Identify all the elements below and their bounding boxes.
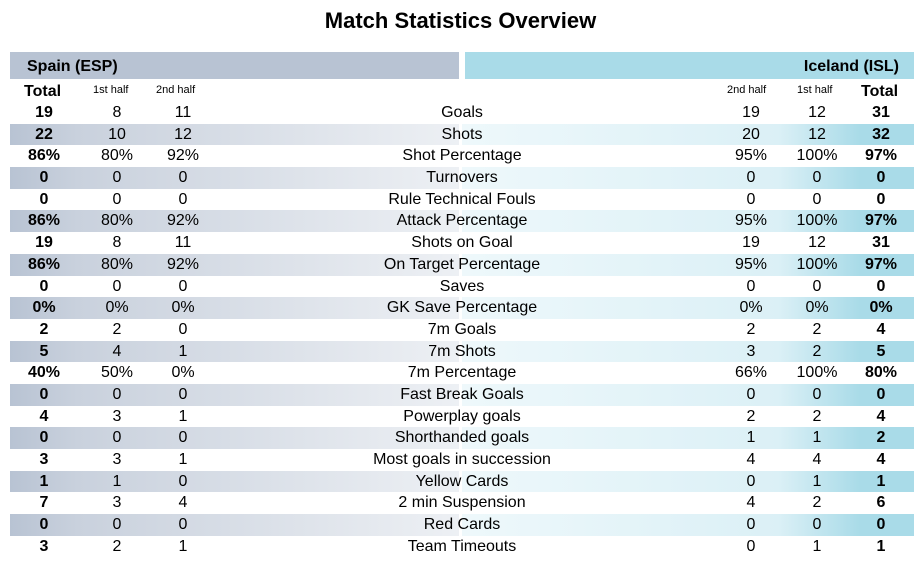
left-total-value: 1 — [39, 472, 49, 490]
table-row — [0, 406, 921, 428]
left-first-half-value: 0 — [112, 169, 122, 187]
header-total-left: Total — [24, 83, 62, 100]
stat-name: Team Timeouts — [407, 537, 517, 555]
stat-name: 7m Goals — [427, 320, 497, 338]
table-row — [0, 124, 921, 146]
left-first-half-value: 50% — [100, 364, 134, 382]
stat-name: Yellow Cards — [415, 472, 509, 490]
left-total-value: 22 — [35, 125, 53, 143]
right-total-value: 97% — [864, 255, 898, 273]
table-row — [0, 471, 921, 493]
left-total-value: 0 — [39, 385, 49, 403]
right-first-half-value: 2 — [812, 407, 822, 425]
left-first-half-value: 0% — [105, 299, 129, 317]
stat-name: GK Save Percentage — [386, 299, 538, 317]
right-first-half-value: 100% — [796, 212, 838, 230]
left-second-half-value: 92% — [166, 212, 200, 230]
table-row — [0, 102, 921, 124]
right-first-half-value: 100% — [796, 147, 838, 165]
header-first-half-right: 1st half — [797, 84, 833, 96]
left-first-half-value: 80% — [100, 255, 134, 273]
left-second-half-value: 0 — [178, 320, 188, 338]
right-total-value: 5 — [876, 342, 886, 360]
left-first-half-value: 3 — [112, 407, 122, 425]
table-row — [0, 492, 921, 514]
right-first-half-value: 2 — [812, 320, 822, 338]
right-total-value: 2 — [876, 429, 886, 447]
stat-name: Turnovers — [426, 169, 498, 187]
right-second-half-value: 2 — [746, 407, 756, 425]
table-row — [0, 362, 921, 384]
left-first-half-value: 4 — [112, 342, 122, 360]
left-first-half-value: 3 — [112, 451, 122, 468]
left-second-half-value: 0 — [178, 385, 188, 403]
stat-name: Rule Technical Fouls — [388, 190, 536, 208]
right-second-half-value: 0 — [746, 277, 756, 295]
left-second-half-value: 92% — [166, 147, 200, 165]
stat-name: Red Cards — [423, 516, 501, 534]
left-second-half-value: 0% — [171, 364, 195, 382]
right-first-half-value: 0 — [812, 385, 822, 403]
left-first-half-value: 2 — [112, 320, 122, 338]
right-second-half-value: 0 — [746, 516, 756, 534]
right-second-half-value: 95% — [734, 255, 768, 273]
left-total-value: 40% — [27, 364, 61, 382]
right-second-half-value: 95% — [734, 147, 768, 165]
right-second-half-value: 0 — [746, 169, 756, 187]
right-total-value: 0 — [876, 516, 886, 534]
right-second-half-value: 2 — [746, 320, 756, 338]
right-second-half-value: 3 — [746, 342, 756, 360]
table-row — [0, 449, 921, 471]
team-bar-left — [10, 52, 459, 79]
left-first-half-value: 0 — [112, 277, 122, 295]
left-total-value: 0 — [39, 169, 49, 187]
right-first-half-value: 12 — [808, 104, 826, 121]
table-row — [0, 254, 921, 276]
right-second-half-value: 0 — [746, 385, 756, 403]
left-first-half-value: 8 — [112, 234, 122, 252]
stats-table — [0, 102, 921, 557]
stat-name: Most goals in succession — [373, 451, 551, 468]
right-total-value: 0 — [876, 385, 886, 403]
left-total-value: 7 — [39, 494, 49, 512]
right-second-half-value: 0% — [739, 299, 763, 317]
stat-name: 7m Percentage — [407, 364, 517, 382]
stat-name: Attack Percentage — [396, 212, 528, 230]
right-second-half-value: 95% — [734, 212, 768, 230]
right-second-half-value: 19 — [742, 104, 760, 121]
left-second-half-value: 92% — [166, 255, 200, 273]
stat-name: Goals — [441, 104, 483, 121]
left-first-half-value: 1 — [112, 472, 122, 490]
left-second-half-value: 0% — [171, 299, 195, 317]
table-row — [0, 189, 921, 211]
table-row — [0, 384, 921, 406]
right-total-value: 0 — [876, 190, 886, 208]
right-first-half-value: 1 — [812, 429, 822, 447]
left-first-half-value: 0 — [112, 429, 122, 447]
left-total-value: 86% — [27, 255, 61, 273]
left-total-value: 2 — [39, 320, 49, 338]
left-total-value: 86% — [27, 147, 61, 165]
left-first-half-value: 0 — [112, 516, 122, 534]
left-second-half-value: 0 — [178, 277, 188, 295]
table-row — [0, 145, 921, 167]
left-first-half-value: 3 — [112, 494, 122, 512]
right-first-half-value: 100% — [796, 255, 838, 273]
left-first-half-value: 80% — [100, 147, 134, 165]
left-second-half-value: 0 — [178, 472, 188, 490]
right-second-half-value: 1 — [746, 429, 756, 447]
right-total-value: 6 — [876, 494, 886, 512]
left-total-value: 19 — [35, 104, 53, 121]
team-name-left: Spain (ESP) — [27, 58, 118, 75]
right-second-half-value: 0 — [746, 472, 756, 490]
table-row — [0, 232, 921, 254]
left-second-half-value: 1 — [178, 342, 188, 360]
left-second-half-value: 0 — [178, 516, 188, 534]
left-total-value: 3 — [39, 451, 49, 468]
right-first-half-value: 0 — [812, 169, 822, 187]
stat-name: 7m Shots — [428, 342, 496, 360]
left-second-half-value: 12 — [174, 125, 192, 143]
left-first-half-value: 8 — [112, 104, 122, 121]
right-total-value: 0% — [869, 299, 893, 317]
right-first-half-value: 100% — [796, 364, 838, 382]
left-total-value: 5 — [39, 342, 49, 360]
left-first-half-value: 0 — [112, 190, 122, 208]
table-row — [0, 276, 921, 298]
right-total-value: 1 — [876, 537, 886, 555]
left-second-half-value: 0 — [178, 190, 188, 208]
table-row — [0, 210, 921, 232]
table-row — [0, 319, 921, 341]
right-total-value: 31 — [872, 234, 890, 252]
left-first-half-value: 10 — [108, 125, 126, 143]
stat-name: Shots on Goal — [411, 234, 513, 252]
stat-name: Powerplay goals — [403, 407, 521, 425]
left-total-value: 86% — [27, 212, 61, 230]
table-row — [0, 167, 921, 189]
team-bar-right — [465, 52, 914, 79]
left-total-value: 3 — [39, 537, 49, 555]
right-total-value: 80% — [864, 364, 898, 382]
left-total-value: 0 — [39, 190, 49, 208]
right-second-half-value: 4 — [746, 451, 756, 468]
table-row — [0, 427, 921, 449]
right-total-value: 0 — [876, 169, 886, 187]
table-row — [0, 514, 921, 536]
right-first-half-value: 0 — [812, 190, 822, 208]
left-second-half-value: 1 — [178, 407, 188, 425]
right-total-value: 31 — [872, 104, 890, 121]
team-name-right: Iceland (ISL) — [803, 58, 899, 75]
right-first-half-value: 0 — [812, 277, 822, 295]
table-row — [0, 536, 921, 558]
left-total-value: 0 — [39, 429, 49, 447]
right-second-half-value: 4 — [746, 494, 756, 512]
left-second-half-value: 1 — [178, 537, 188, 555]
table-row — [0, 341, 921, 363]
header-second-half-left: 2nd half — [156, 84, 196, 96]
right-total-value: 1 — [876, 472, 886, 490]
stat-name: On Target Percentage — [383, 255, 541, 273]
left-total-value: 0 — [39, 516, 49, 534]
left-second-half-value: 0 — [178, 429, 188, 447]
left-second-half-value: 1 — [178, 451, 188, 468]
right-total-value: 0 — [876, 277, 886, 295]
right-first-half-value: 0 — [812, 516, 822, 534]
right-first-half-value: 12 — [808, 234, 826, 252]
page-title: Match Statistics Overview — [324, 8, 597, 33]
right-first-half-value: 12 — [808, 125, 826, 143]
right-first-half-value: 1 — [812, 472, 822, 490]
header-second-half-right: 2nd half — [727, 84, 767, 96]
left-first-half-value: 80% — [100, 212, 134, 230]
right-second-half-value: 0 — [746, 190, 756, 208]
stat-name: 2 min Suspension — [398, 494, 526, 512]
left-total-value: 0% — [32, 299, 56, 317]
right-first-half-value: 4 — [812, 451, 822, 468]
left-total-value: 19 — [35, 234, 53, 252]
left-first-half-value: 2 — [112, 537, 122, 555]
right-first-half-value: 0% — [805, 299, 829, 317]
right-second-half-value: 66% — [734, 364, 768, 382]
right-total-value: 97% — [864, 147, 898, 165]
right-first-half-value: 2 — [812, 342, 822, 360]
right-total-value: 32 — [872, 125, 890, 143]
header-first-half-left: 1st half — [93, 84, 129, 96]
right-total-value: 4 — [876, 320, 886, 338]
right-first-half-value: 2 — [812, 494, 822, 512]
left-total-value: 0 — [39, 277, 49, 295]
table-row — [0, 297, 921, 319]
left-second-half-value: 11 — [174, 234, 192, 252]
left-first-half-value: 0 — [112, 385, 122, 403]
stat-name: Fast Break Goals — [400, 385, 524, 403]
left-second-half-value: 4 — [178, 494, 188, 512]
stat-name: Shot Percentage — [402, 147, 522, 165]
header-total-right: Total — [861, 83, 899, 100]
stat-name: Saves — [439, 277, 485, 295]
right-second-half-value: 20 — [742, 125, 760, 143]
left-total-value: 4 — [39, 407, 49, 425]
left-second-half-value: 11 — [174, 104, 192, 121]
right-second-half-value: 0 — [746, 537, 756, 555]
right-total-value: 97% — [864, 212, 898, 230]
right-total-value: 4 — [876, 407, 886, 425]
right-first-half-value: 1 — [812, 537, 822, 555]
stat-name: Shorthanded goals — [394, 429, 530, 447]
right-second-half-value: 19 — [742, 234, 760, 252]
right-total-value: 4 — [876, 451, 886, 468]
left-second-half-value: 0 — [178, 169, 188, 187]
stat-name: Shots — [441, 125, 483, 143]
